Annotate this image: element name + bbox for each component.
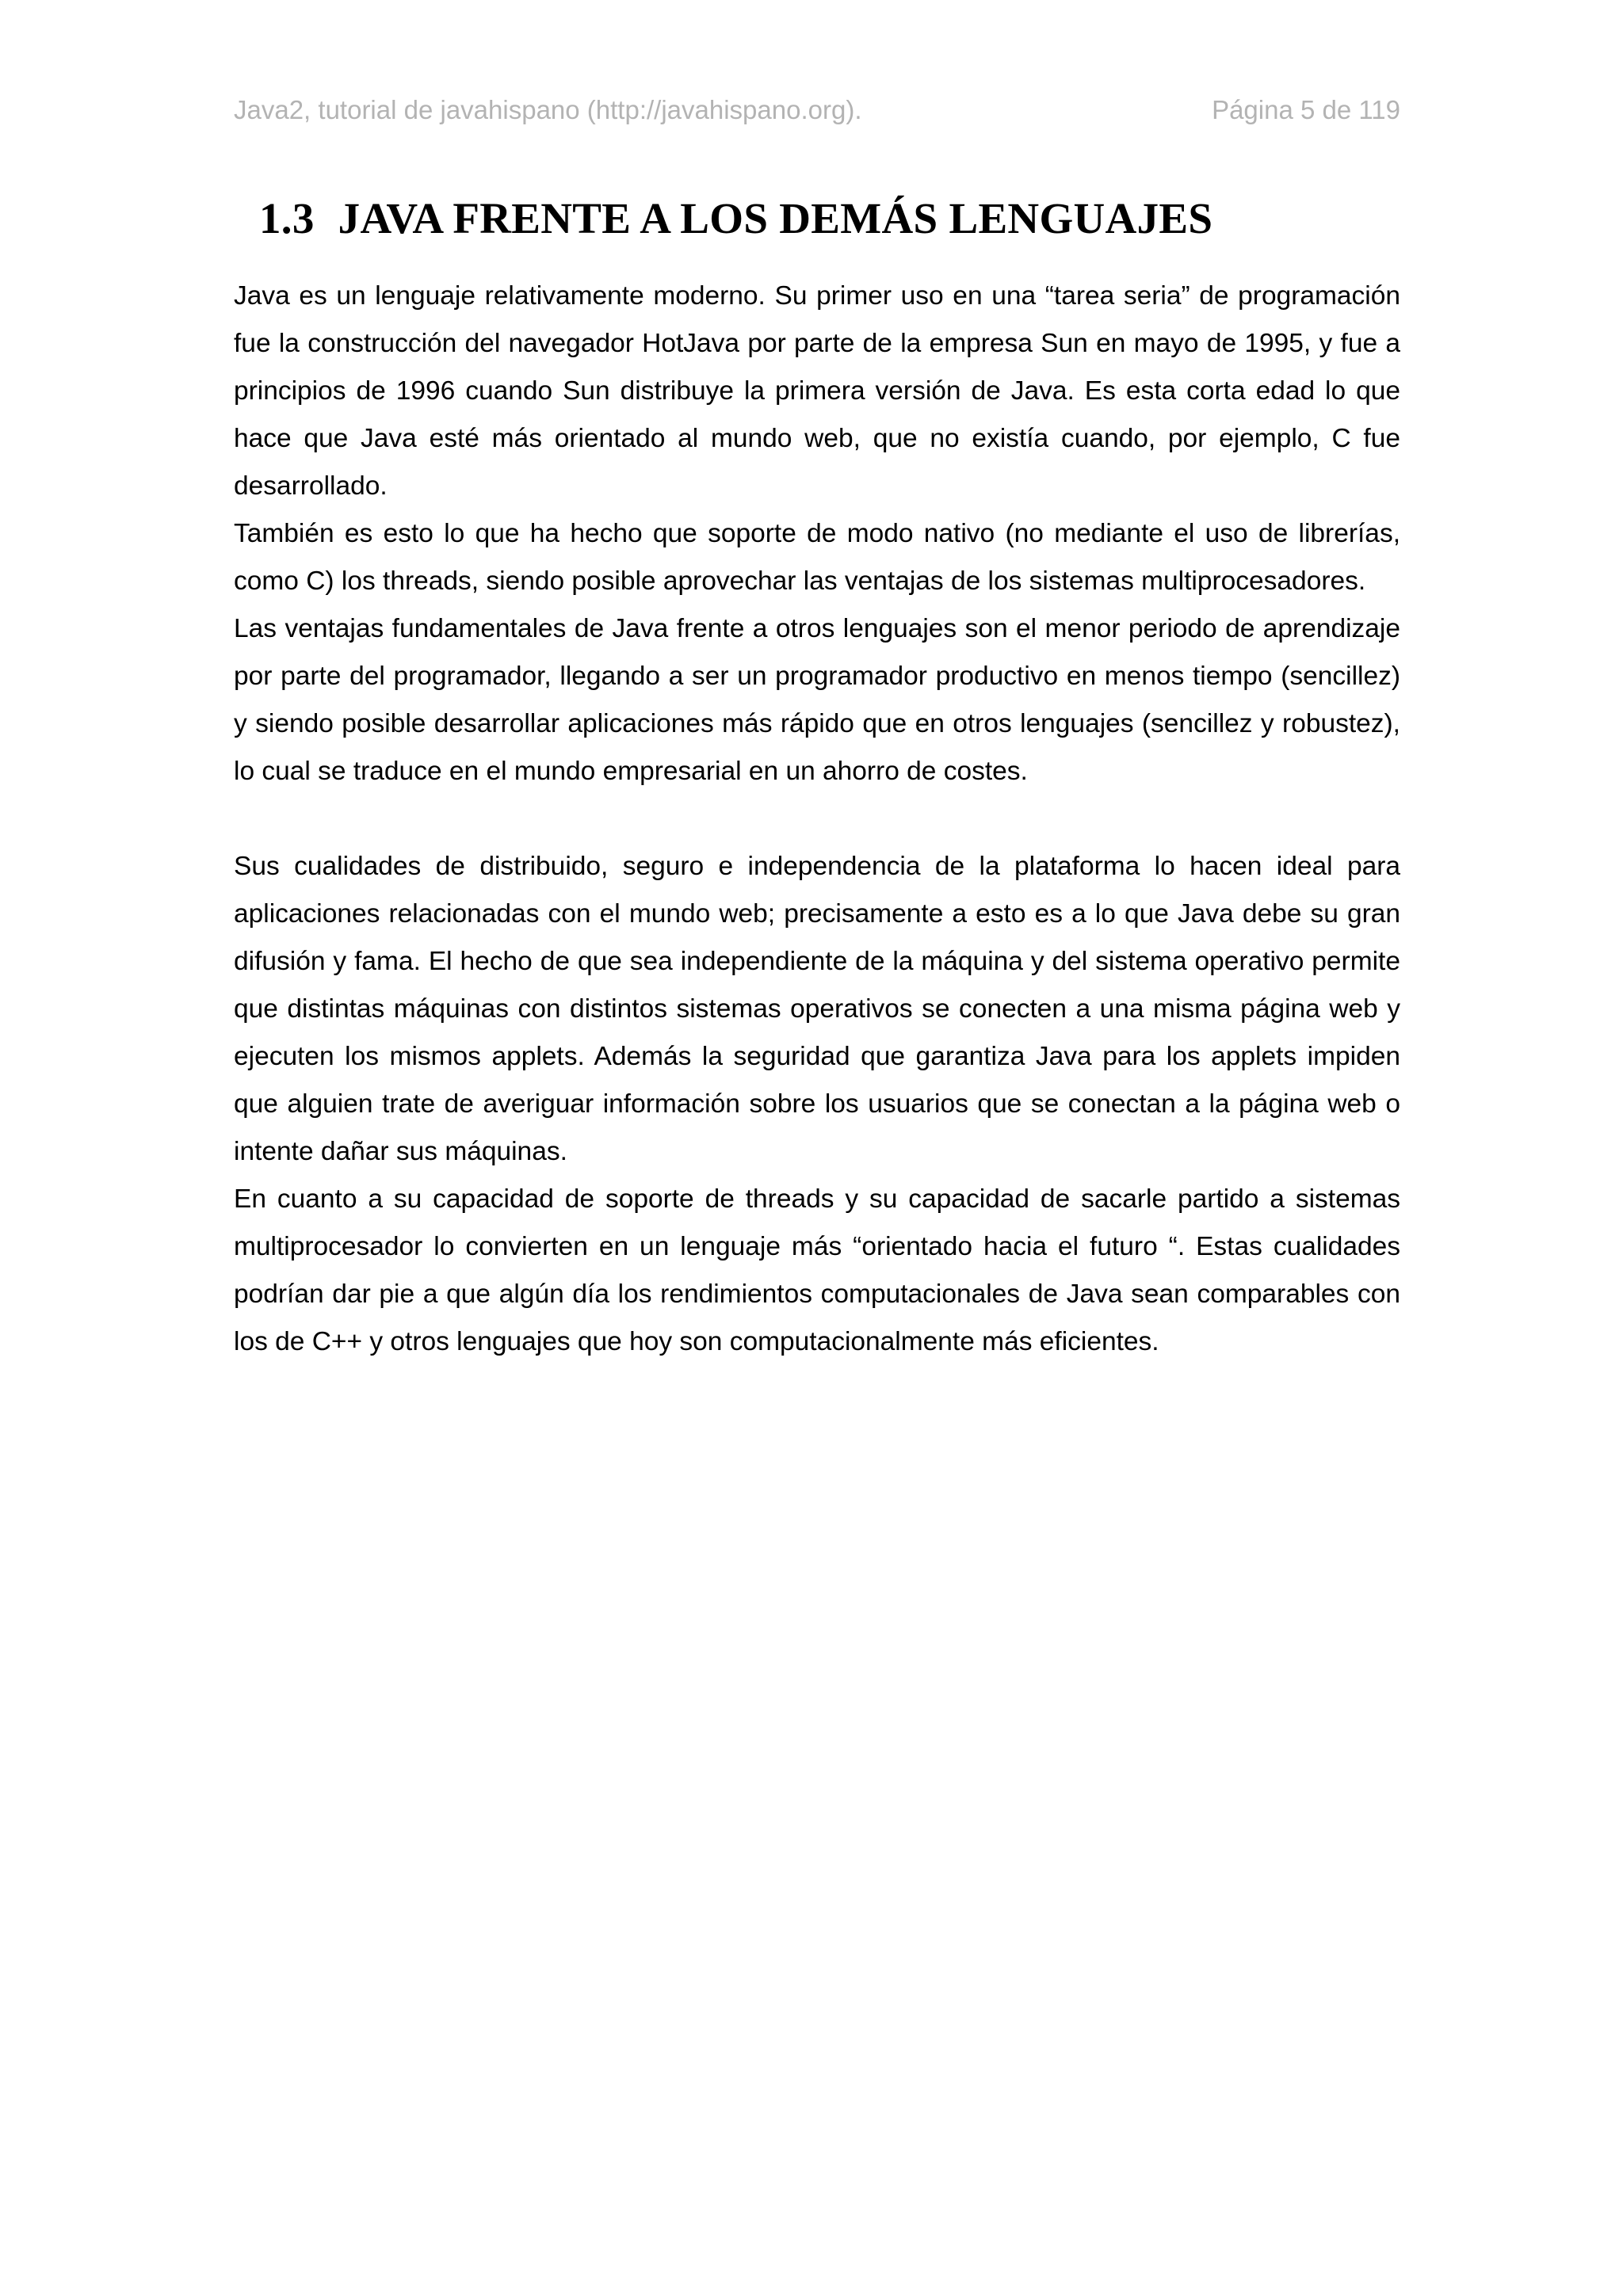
page-number: Página 5 de 119 xyxy=(1212,95,1400,124)
paragraph: También es esto lo que ha hecho que soporte de modo nativo (no mediante el uso de librerías, como C) los threads, siendo posible aprovechar las ventajas de los sistemas multiprocesadores. xyxy=(234,519,1400,596)
body-text xyxy=(234,273,1400,1366)
paragraph: Sus cualidades de distribuido, seguro e independencia de la plataforma lo hacen ideal para aplicaciones relacionadas con el mundo web; precisamente a esto es a lo que Java debe su gran difusión y fama. El hecho de que sea independiente de la máquina y del sistema operativo permite que distintas máquinas con distintos sistemas operativos se conecten a una misma página web y ejecuten los mismos applets. Además la seguridad que garantiza Java para los applets impiden que alguien trate de averiguar información sobre los usuarios que se conectan a la página web o intente dañar sus máquinas. xyxy=(234,852,1400,1166)
section-heading xyxy=(259,193,1212,243)
paragraph: En cuanto a su capacidad de soporte de threads y su capacidad de sacarle partido a sistemas multiprocesador lo convierten en un lenguaje más “orientado hacia el futuro “. Estas cualidades podrían dar pie a que algún día los rendimientos computacionales de Java sean comparables con los de C++ y otros lenguajes que hoy son computacionalmente más eficientes. xyxy=(234,1184,1400,1356)
section-title: JAVA FRENTE A LOS DEMÁS LENGUAJES xyxy=(338,194,1213,242)
page-header xyxy=(234,95,1400,132)
header-title-link[interactable]: Java2, tutorial de javahispano (http://javahispano.org). xyxy=(234,95,862,124)
paragraph: Las ventajas fundamentales de Java frente a otros lenguajes son el menor periodo de aprendizaje por parte del programador, llegando a ser un programador productivo en menos tiempo (sencillez) y siendo posible desarrollar aplicaciones más rápido que en otros lenguajes (sencillez y robustez), lo cual se traduce en el mundo empresarial en un ahorro de costes. xyxy=(234,614,1400,786)
section-number: 1.3 xyxy=(259,194,315,242)
paragraph: Java es un lenguaje relativamente moderno. Su primer uso en una “tarea seria” de programación fue la construcción del navegador HotJava por parte de la empresa Sun en mayo de 1995, y fue a principios de 1996 cuando Sun distribuye la primera versión de Java. Es esta corta edad lo que hace que Java esté más orientado al mundo web, que no existía cuando, por ejemplo, C fue desarrollado. xyxy=(234,281,1400,501)
